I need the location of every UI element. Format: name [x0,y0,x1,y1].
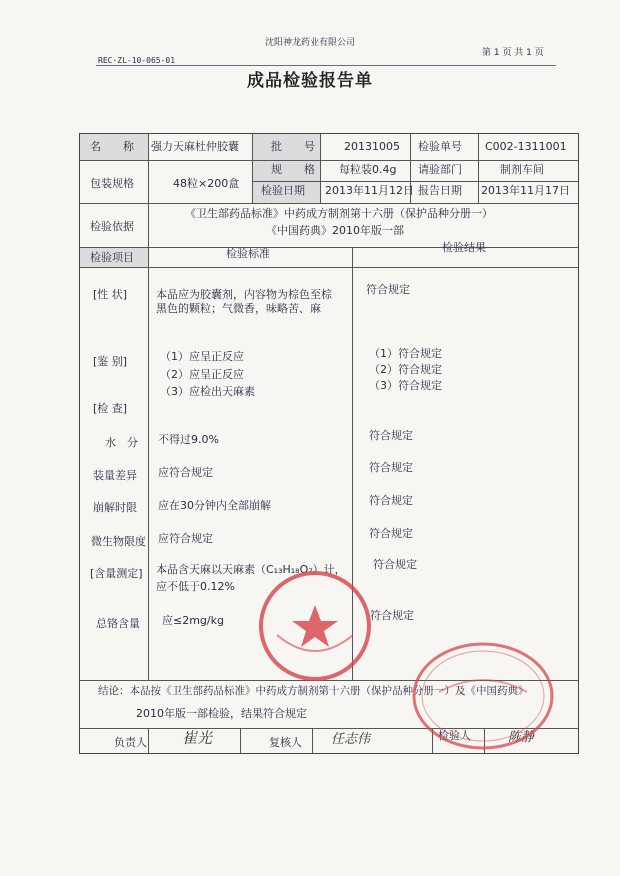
chromium-label: 总铬含量 [96,617,140,630]
reviewer-label: 复核人 [269,736,302,749]
spec-value: 每粒装0.4g [339,163,397,176]
document-code: REC-ZL-10-065-01 [98,56,176,65]
product-name: 强力天麻杜仲胶囊 [151,140,239,153]
conclusion-line2: 2010年版一部检验，结果符合规定 [136,707,307,720]
conclusion-line1: 结论：本品按《卫生部药品标准》中药成方制剂第十六册（保护品种分册一）及《中国药典》 [98,685,529,697]
basis-label: 检验依据 [90,220,134,233]
header-divider [96,65,556,66]
responsible-label: 负责人 [114,736,147,749]
report-number: C002-1311001 [485,140,567,153]
basis-line2: 《中国药典》2010年版一部 [266,224,404,237]
moisture-label: 水 分 [105,436,138,449]
moisture-result: 符合规定 [369,429,413,442]
uniformity-label: 装量差异 [93,469,137,482]
name-label: 名 称 [90,140,134,153]
batch-number: 20131005 [344,140,400,153]
inspection-label: [检 查] [93,402,128,415]
report-date-value: 2013年11月17日 [481,184,570,197]
character-standard-line1: 本品应为胶囊剂，内容物为棕色至棕 [156,288,332,301]
test-date-value: 2013年11月12日 [325,184,414,197]
package-label: 包装规格 [90,177,134,190]
assay-standard-line2: 应不低于0.12% [156,580,235,593]
chromium-standard: 应≤2mg/kg [162,614,224,627]
disintegration-standard: 应在30分钟内全部崩解 [158,499,271,512]
standard-column-header: 检验标准 [226,247,270,260]
microbial-label: 微生物限度 [91,535,146,548]
character-standard-line2: 黑色的颗粒；气微香，味略苦、麻 [156,302,321,315]
assay-result: 符合规定 [373,558,417,571]
moisture-standard: 不得过9.0% [158,433,219,446]
identification-std-2: （2）应呈正反应 [160,368,244,381]
package-value: 48粒×200盒 [173,177,240,190]
identification-res-2: （2）符合规定 [369,363,442,376]
identification-res-3: （3）符合规定 [369,379,442,392]
microbial-standard: 应符合规定 [158,532,213,545]
inspector-signature: 陈静 [508,730,535,745]
assay-label: [含量测定] [90,567,143,580]
disintegration-label: 崩解时限 [93,501,137,514]
page-info: 第 1 页 共 1 页 [482,48,544,58]
inspector-label: 检验人 [438,729,471,742]
identification-label: [鉴 别] [93,355,128,368]
test-date-label: 检验日期 [261,184,305,197]
identification-std-3: （3）应检出天麻素 [160,385,255,398]
chromium-result: 符合规定 [370,609,414,622]
result-column-header: 检验结果 [442,241,486,254]
company-name: 沈阳神龙药业有限公司 [264,38,355,48]
uniformity-result: 符合规定 [369,461,413,474]
character-result: 符合规定 [366,283,410,296]
responsible-signature: 崔光 [182,729,213,747]
identification-std-1: （1）应呈正反应 [160,350,244,363]
uniformity-standard: 应符合规定 [158,466,213,479]
page-title: 成品检验报告单 [247,71,373,91]
character-label: [性 状] [93,288,128,301]
batch-label: 批 号 [271,140,315,153]
spec-label: 规 格 [271,163,315,176]
report-no-label: 检验单号 [418,140,462,153]
reviewer-signature: 任志伟 [331,732,371,747]
item-column-header: 检验项目 [90,251,134,264]
report-date-label: 报告日期 [418,184,462,197]
dept-value: 制剂车间 [500,163,544,176]
company-seal [255,567,375,685]
microbial-result: 符合规定 [369,527,413,540]
dept-label: 请验部门 [418,163,462,176]
inspection-seal [409,640,557,752]
assay-standard-line1: 本品含天麻以天麻素（C₁₃H₁₈O₇）计， [156,563,346,576]
disintegration-result: 符合规定 [369,494,413,507]
identification-res-1: （1）符合规定 [369,347,442,360]
basis-line1: 《卫生部药品标准》中药成方制剂第十六册（保护品种分册一） [185,207,493,220]
